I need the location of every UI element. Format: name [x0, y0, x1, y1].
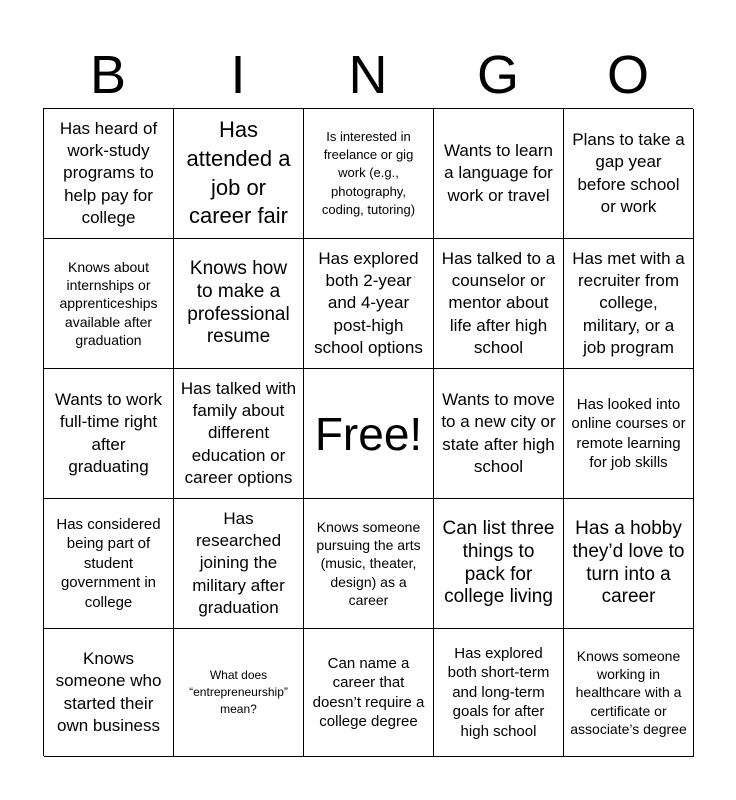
bingo-cell[interactable] — [174, 239, 304, 369]
bingo-cell[interactable] — [434, 629, 564, 757]
cell-text: Wants to work full-time right after graduating — [54, 390, 163, 476]
bingo-cell[interactable] — [44, 109, 174, 239]
cell-text: Plans to take a gap year before school or work — [572, 130, 685, 216]
free-text: Free! — [314, 407, 423, 460]
bingo-cell[interactable] — [434, 369, 564, 499]
header-letter-b: B — [89, 45, 127, 105]
cell-text: Has researched joining the military after graduation — [192, 509, 285, 617]
bingo-cell[interactable] — [434, 239, 564, 369]
bingo-cell[interactable] — [564, 369, 694, 499]
bingo-grid — [43, 108, 693, 756]
bingo-cell[interactable] — [304, 239, 434, 369]
cell-text: Is interested in freelance or gig work (e.g., photography, coding, tutoring) — [321, 129, 416, 217]
cell-text: Has a hobby they’d love to turn into a career — [572, 517, 685, 608]
cell-text: Knows someone who started their own business — [55, 649, 162, 735]
cell-text: Has explored both short-term and long-term goals for after high school — [447, 644, 550, 740]
cell-text: Can name a career that doesn’t require a college degree — [312, 654, 425, 730]
bingo-cell[interactable] — [174, 109, 304, 239]
bingo-cell[interactable] — [44, 369, 174, 499]
bingo-cell[interactable] — [564, 109, 694, 239]
bingo-cell[interactable] — [304, 109, 434, 239]
cell-text: Has heard of work-study programs to help pay for college — [59, 119, 158, 227]
cell-text: Can list three things to pack for college living — [442, 517, 555, 608]
cell-text: What does “entrepreneurship” mean? — [189, 668, 288, 716]
bingo-cell[interactable] — [174, 499, 304, 629]
header-letter-n: N — [348, 45, 388, 105]
cell-text: Knows about internships or apprenticeships available after graduation — [59, 259, 158, 348]
bingo-cell[interactable] — [44, 239, 174, 369]
bingo-cell[interactable] — [44, 629, 174, 757]
cell-text: Has considered being part of student government in college — [56, 515, 161, 611]
cell-text: Has met with a recruiter from college, military, or a job program — [572, 249, 685, 357]
bingo-cell[interactable] — [174, 369, 304, 499]
free-cell[interactable] — [304, 369, 434, 499]
bingo-cell[interactable] — [564, 239, 694, 369]
bingo-cell[interactable] — [304, 499, 434, 629]
header-letter-o: O — [606, 45, 649, 105]
cell-text: Has looked into online courses or remote learning for job skills — [571, 395, 686, 471]
bingo-cell[interactable] — [564, 629, 694, 757]
cell-text: Knows someone pursuing the arts (music, theater, design) as a career — [316, 519, 421, 608]
cell-text: Knows someone working in healthcare with a certificate or associate’s degree — [570, 648, 687, 737]
cell-text: Has talked with family about different education or career options — [180, 379, 297, 487]
bingo-cell[interactable] — [434, 109, 564, 239]
bingo-header — [43, 42, 693, 108]
bingo-cell[interactable] — [434, 499, 564, 629]
bingo-cell[interactable] — [564, 499, 694, 629]
cell-text: Wants to learn a language for work or travel — [444, 141, 553, 205]
header-letter-g: G — [476, 45, 519, 105]
bingo-cell[interactable] — [174, 629, 304, 757]
cell-text: Has explored both 2-year and 4-year post-high school options — [314, 249, 423, 357]
bingo-cell[interactable] — [304, 629, 434, 757]
bingo-cell[interactable] — [44, 499, 174, 629]
header-letter-i: I — [230, 45, 246, 105]
cell-text: Wants to move to a new city or state after high school — [441, 390, 556, 476]
cell-text: Has talked to a counselor or mentor about life after high school — [441, 249, 556, 357]
cell-text: Has attended a job or career fair — [186, 117, 291, 229]
cell-text: Knows how to make a professional resume — [187, 257, 290, 348]
